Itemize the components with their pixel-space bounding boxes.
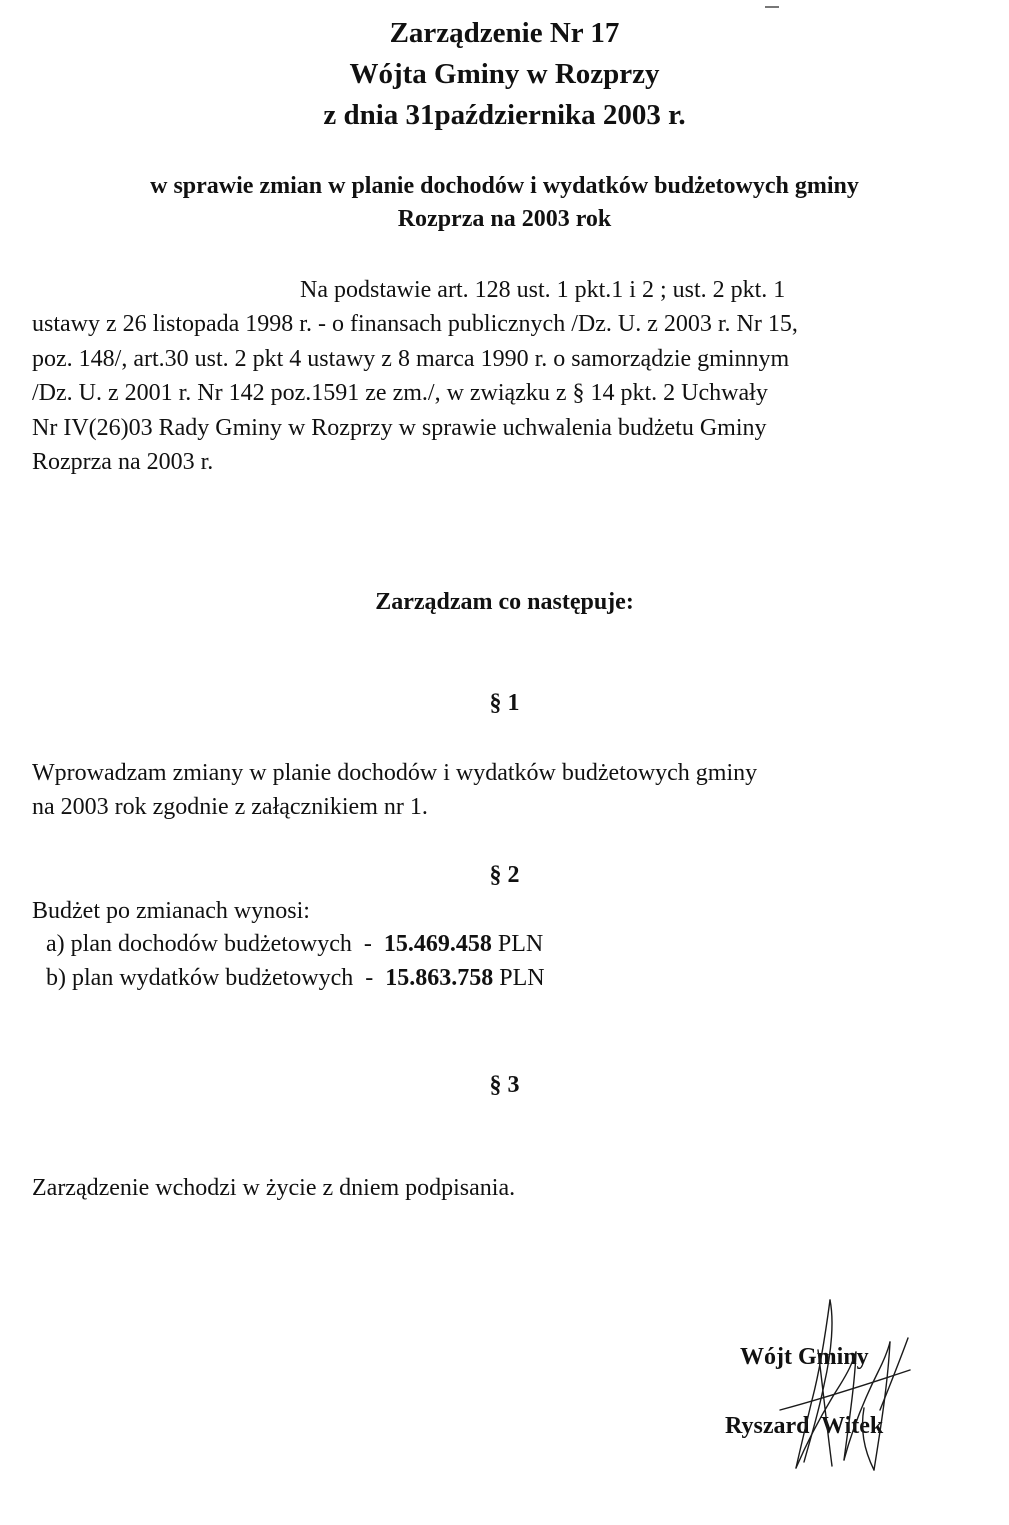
budget-expense-row (46, 961, 545, 995)
preamble-line: poz. 148/, art.30 ust. 2 pkt 4 ustawy z 8 marca 1990 r. o samorządzie gminnym (32, 346, 790, 372)
signatory-name: Ryszard Witek (725, 1413, 884, 1439)
budget-expense-unit: PLN (493, 965, 545, 991)
budget-intro: Budżet po zmianach wynosi: (32, 898, 310, 924)
document-subject-line1: w sprawie zmian w planie dochodów i wydatków budżetowych gminy (150, 173, 859, 199)
document-title-date: z dnia 31października 2003 r. (323, 99, 686, 131)
budget-expense-amount: 15.863.758 (385, 965, 494, 991)
section-1-text-line: na 2003 rok zgodnie z załącznikiem nr 1. (32, 794, 428, 820)
preamble-line: /Dz. U. z 2001 r. Nr 142 poz.1591 ze zm./, w związku z § 14 pkt. 2 Uchwały (32, 380, 768, 406)
preamble-line: ustawy z 26 listopada 1998 r. - o finansach publicznych /Dz. U. z 2003 r. Nr 15, (32, 311, 798, 337)
document-title-number: Zarządzenie Nr 17 (389, 17, 620, 49)
section-2-heading: § 2 (489, 862, 520, 888)
budget-income-amount: 15.469.458 (383, 931, 492, 957)
handwritten-signature (760, 1290, 920, 1490)
preamble-line: Na podstawie art. 128 ust. 1 pkt.1 i 2 ; ust. 2 pkt. 1 (300, 277, 786, 303)
budget-income-label: a) plan dochodów budżetowych - (46, 931, 384, 957)
document-title-issuer: Wójta Gminy w Rozprzy (349, 58, 660, 90)
section-3-text: Zarządzenie wchodzi w życie z dniem podpisania. (32, 1175, 516, 1201)
scan-mark (765, 0, 779, 8)
budget-income-unit: PLN (491, 931, 544, 957)
signatory-role: Wójt Gminy (740, 1344, 869, 1370)
section-1-text-line: Wprowadzam zmiany w planie dochodów i wydatków budżetowych gminy (32, 760, 758, 786)
section-1-heading: § 1 (489, 690, 520, 716)
section-3-heading: § 3 (489, 1072, 520, 1098)
decree-heading: Zarządzam co następuje: (375, 589, 634, 615)
preamble-line: Rozprza na 2003 r. (32, 449, 214, 475)
budget-expense-label: b) plan wydatków budżetowych - (46, 965, 386, 991)
preamble-line: Nr IV(26)03 Rady Gminy w Rozprzy w sprawie uchwalenia budżetu Gminy (32, 415, 767, 441)
budget-income-row (46, 927, 543, 961)
document-subject-line2: Rozprza na 2003 rok (397, 206, 612, 232)
